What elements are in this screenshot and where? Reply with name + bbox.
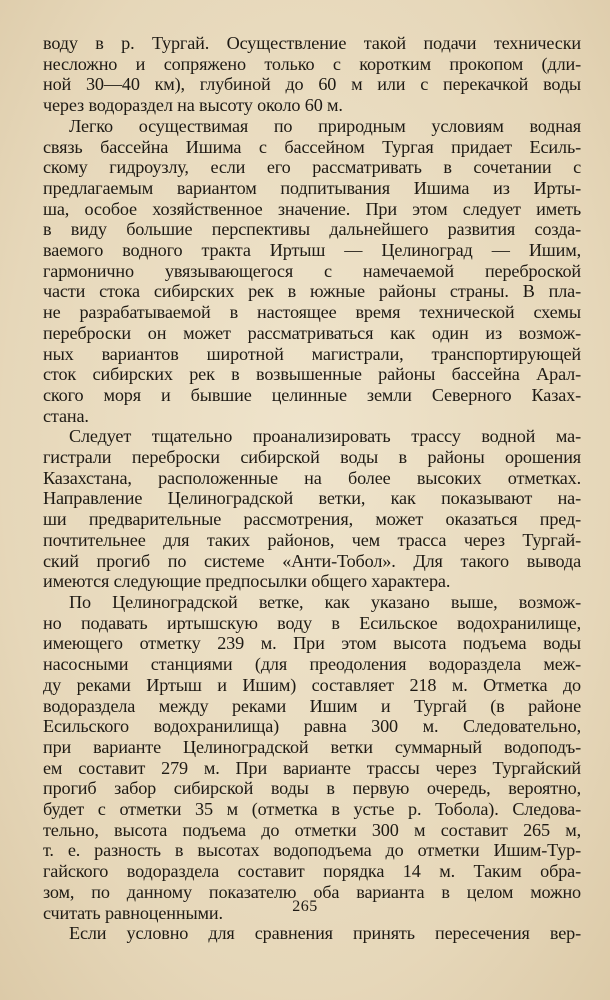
text-line: переброски он может рассматриваться как один из возмож- <box>43 322 581 343</box>
text-line: Направление Целиноградской ветки, как показывают на- <box>43 488 581 509</box>
text-line: ду реками Иртыш и Ишим) составляет 218 м. Отметка до <box>43 674 581 695</box>
text-line: Казахстана, расположенные на более высоких отметках. <box>43 467 581 488</box>
text-line: считать равноценными. <box>43 902 223 923</box>
text-line: гайского водораздела составит порядка 14 м. Таким обра- <box>43 861 581 882</box>
paragraph <box>43 426 581 592</box>
text-line: т. е. разность в высотах водоподъема до отметки Ишим-Тур- <box>43 840 581 861</box>
text-line: ной 30—40 км), глубиной до 60 м или с перекачкой воды <box>43 74 581 95</box>
text-line: будет с отметки 35 м (отметка в устье р. Тобола). Следова- <box>43 799 581 820</box>
text-line: при варианте Целиноградской ветки суммарный водоподъ- <box>43 736 581 757</box>
text-line: гармонично увязывающегося с намечаемой переброской <box>43 260 581 281</box>
text-line: имеющего отметку 239 м. При этом высота подъема воды <box>43 633 581 654</box>
text-line: предлагаемым вариантом подпитывания Ишима из Ирты- <box>43 177 581 198</box>
text-line: ем составит 279 м. При варианте трассы через Тургайский <box>43 757 581 778</box>
text-line: Есильского водохранилища) равна 300 м. Следовательно, <box>43 716 581 737</box>
text-line: ского моря и бывшие целинные земли Северного Казах- <box>43 384 581 405</box>
text-line: ский прогиб по системе «Анти-Тобол». Для такого вывода <box>43 550 581 571</box>
text-line: ши предварительные рассмотрения, может оказаться пред- <box>43 509 581 530</box>
text-line: через водораздел на высоту около 60 м. <box>43 95 343 116</box>
text-line: части стока сибирских рек в южные районы страны. В пла- <box>43 281 581 302</box>
text-line: гистрали переброски сибирской воды в районы орошения <box>43 447 581 468</box>
text-line: сток сибирских рек в возвышенные районы бассейна Арал- <box>43 364 581 385</box>
text-line: Если условно для сравнения принять пересечения вер- <box>69 923 581 944</box>
text-line: в виду большие перспективы дальнейшего развития созда- <box>43 219 581 240</box>
page-number: 265 <box>292 898 318 915</box>
text-line: Легко осуществимая по природным условиям водная <box>69 115 581 136</box>
text-line: По Целиноградской ветке, как указано выше, возмож- <box>69 591 581 612</box>
text-line: скому гидроузлу, если его рассматривать в сочетании с <box>43 157 581 178</box>
text-line: ных вариантов широтной магистрали, транспортирующей <box>43 343 581 364</box>
paragraph <box>43 592 581 923</box>
paragraph <box>43 923 581 944</box>
text-line: водораздела между реками Ишим и Тургай (в районе <box>43 695 581 716</box>
text-line: насосными станциями (для преодоления водораздела меж- <box>43 654 581 675</box>
text-line: но подавать иртышскую воду в Есильское водохранилище, <box>43 612 581 633</box>
text-line: почтительнее для таких районов, чем трасса через Тургай- <box>43 529 581 550</box>
text-line: воду в р. Тургай. Осуществление такой подачи технически <box>43 33 581 53</box>
text-line: ваемого водного тракта Иртыш — Целиноград — Ишим, <box>43 240 581 261</box>
page-text-block <box>43 33 581 944</box>
paragraph <box>43 116 581 427</box>
text-line: не разрабатываемой в настоящее время технической схемы <box>43 302 581 323</box>
text-line: тельно, высота подъема до отметки 300 м составит 265 м, <box>43 819 581 840</box>
text-line: связь бассейна Ишима с бассейном Тургая придает Есиль- <box>43 136 581 157</box>
text-line: Следует тщательно проанализировать трассу водной ма- <box>69 426 581 447</box>
text-line: зом, по данному показателю оба варианта в целом можно <box>43 881 581 902</box>
text-line: несложно и сопряжено только с коротким прокопом (дли- <box>43 53 581 74</box>
text-line: прогиб забор сибирской воды в первую очередь, вероятно, <box>43 778 581 799</box>
text-line: стана. <box>43 405 89 426</box>
paragraph <box>43 33 581 116</box>
text-line: ша, особое хозяйственное значение. При этом следует иметь <box>43 198 581 219</box>
text-line: имеются следующие предпосылки общего характера. <box>43 571 451 592</box>
